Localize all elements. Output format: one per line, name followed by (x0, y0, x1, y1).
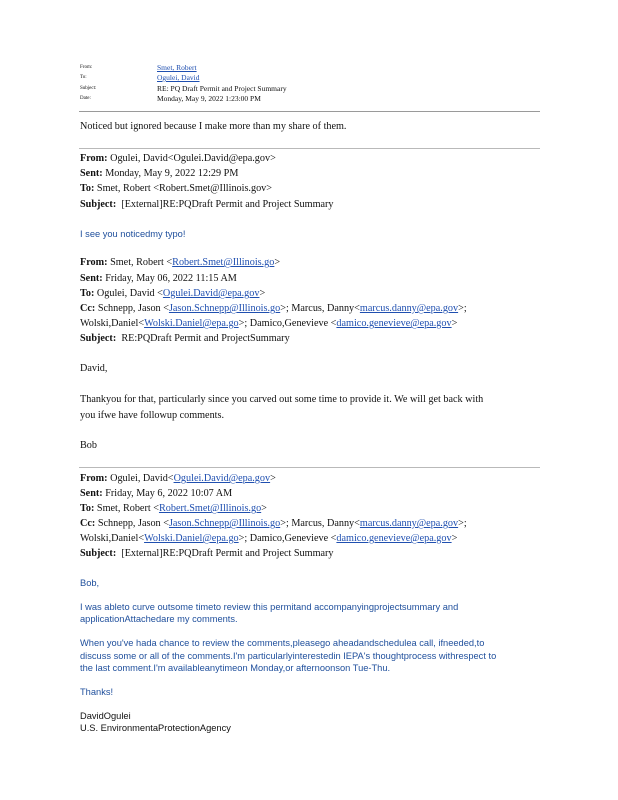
msg3-cc1-close: >; Marcus, Danny< (280, 303, 360, 314)
msg2-divider (79, 148, 540, 149)
msg4-to-close: > (261, 503, 267, 514)
msg2-to-label: To: (80, 183, 95, 194)
msg4-cc1-name: Schnepp, Jason < (97, 518, 169, 529)
msg2-subject-line (80, 199, 334, 210)
msg4-para2-line-1: When you've hada chance to review the comments,pleasego aheadandschedulea call, ifneeded,to (80, 638, 485, 648)
msg3-sent-line (80, 273, 237, 284)
msg3-from-line (80, 257, 280, 268)
msg3-sent-label: Sent: (80, 273, 103, 284)
msg4-subject-label: Subject: (80, 548, 117, 559)
msg3-to-close: > (259, 288, 266, 299)
msg2-body: I see you noticedmy typo! (80, 229, 186, 239)
msg4-from-line (80, 473, 276, 484)
header-date-label: Date: (80, 96, 91, 101)
msg3-cc3-email-link[interactable]: Wolski.Daniel@epa.go (144, 318, 239, 329)
msg4-para2-line-2: discuss some or all of the comments.I'm particularlyinterestedin IEPA's thoughtprocess withrespect to (80, 651, 497, 661)
msg4-cc-label: Cc: (80, 518, 96, 529)
msg4-subject-value: [External]RE:PQDraft Permit and Project Summary (121, 548, 334, 559)
header-from-value[interactable]: Smet, Robert (157, 63, 197, 72)
msg4-subject-line (80, 548, 334, 559)
msg3-sent-value: Friday, May 06, 2022 11:15 AM (105, 273, 237, 284)
msg3-from-close: > (274, 257, 281, 268)
msg3-to-name: Ogulei, David < (96, 288, 163, 299)
msg4-cc2-email-link[interactable]: marcus.danny@epa.gov (359, 518, 459, 529)
msg3-to-line (80, 288, 265, 299)
msg3-cc4-email-link[interactable]: damico.genevieve@epa.gov (336, 318, 452, 329)
msg3-cc1-email-link[interactable]: Jason.Schnepp@Illinois.go (168, 303, 281, 314)
header-date-value: Monday, May 9, 2022 1:23:00 PM (157, 94, 261, 103)
msg4-to-line (80, 503, 267, 514)
msg4-signature-org: U.S. EnvironmentaProtectionAgency (80, 723, 231, 733)
msg4-cc4-close: > (451, 533, 458, 544)
msg3-cc-label: Cc: (80, 303, 96, 314)
msg4-from-close: > (270, 473, 276, 484)
msg3-cc-line (80, 303, 467, 314)
msg3-subject-label: Subject: (80, 333, 117, 344)
msg3-from-email-link[interactable]: Robert.Smet@Illinois.go (172, 257, 275, 268)
msg3-cc1-name: Schnepp, Jason < (97, 303, 169, 314)
msg4-cc4-email-link[interactable]: damico.genevieve@epa.gov (336, 533, 452, 544)
msg4-cc-line-2 (80, 533, 457, 544)
msg4-signature-name: DavidOgulei (80, 711, 131, 721)
msg4-from-name: Ogulei, David< (110, 473, 174, 484)
msg2-from-value: Ogulei, David<Ogulei.David@epa.gov> (110, 153, 276, 164)
msg4-cc3-name: Wolski,Daniel< (80, 533, 145, 544)
msg4-from-email-link[interactable]: Ogulei.David@epa.gov (173, 473, 271, 484)
msg4-to-email-link[interactable]: Robert.Smet@Illinois.go (158, 503, 262, 514)
msg4-cc3-email-link[interactable]: Wolski.Daniel@epa.go (144, 533, 239, 544)
msg4-cc3-close: >; Damico,Genevieve < (238, 533, 337, 544)
msg2-subject-value: [External]RE:PQDraft Permit and Project Summary (121, 199, 334, 210)
msg2-sent-label: Sent: (80, 168, 103, 179)
msg3-cc3-name: Wolski,Daniel< (80, 318, 145, 329)
msg4-para1-line-1: I was ableto curve outsome timeto review this permitand accompanyingprojectsummary and (80, 602, 459, 612)
msg4-sent-line (80, 488, 232, 499)
msg3-from-label: From: (80, 257, 108, 268)
msg2-from-line (80, 153, 276, 164)
msg3-cc2-close: >; (458, 303, 467, 314)
header-subject-label: Subject: (80, 86, 97, 91)
msg3-body-line-2: you ifwe have followup comments. (80, 410, 225, 421)
msg4-from-label: From: (80, 473, 108, 484)
header-divider (79, 111, 540, 112)
msg3-body-line-1: Thankyou for that, particularly since you carved out some time to provide it. We will get back with (80, 394, 484, 405)
msg4-to-name: Smet, Robert < (96, 503, 159, 514)
msg4-cc1-email-link[interactable]: Jason.Schnepp@Illinois.go (168, 518, 281, 529)
header-subject-value: RE: PQ Draft Permit and Project Summary (157, 84, 287, 93)
msg3-cc3-close: >; Damico,Genevieve < (238, 318, 337, 329)
msg4-cc2-close: >; (458, 518, 467, 529)
msg3-signoff: Bob (80, 440, 97, 451)
msg2-sent-line (80, 168, 238, 179)
msg4-thanks: Thanks! (80, 687, 114, 697)
msg2-from-label: From: (80, 153, 108, 164)
header-from-label: From: (80, 65, 93, 70)
header-to-value[interactable]: Ogulei, David (157, 73, 200, 82)
msg3-cc2-email-link[interactable]: marcus.danny@epa.gov (359, 303, 459, 314)
msg3-to-email-link[interactable]: Ogulei.David@epa.gov (162, 288, 260, 299)
msg2-to-line (80, 183, 272, 194)
msg2-sent-value: Monday, May 9, 2022 12:29 PM (105, 168, 239, 179)
msg4-greeting: Bob, (80, 578, 100, 588)
msg2-subject-label: Subject: (80, 199, 117, 210)
msg4-sent-label: Sent: (80, 488, 103, 499)
msg2-to-value: Smet, Robert <Robert.Smet@Illinois.gov> (96, 183, 272, 194)
msg4-cc-line (80, 518, 467, 529)
msg3-subject-value: RE:PQDraft Permit and ProjectSummary (121, 333, 290, 344)
msg3-cc-line-2 (80, 318, 457, 329)
msg4-para1-line-2: applicationAttachedare my comments. (80, 614, 238, 624)
msg4-sent-value: Friday, May 6, 2022 10:07 AM (105, 488, 233, 499)
msg4-cc1-close: >; Marcus, Danny< (280, 518, 360, 529)
header-to-label: To: (80, 75, 87, 80)
msg4-divider (79, 467, 540, 468)
msg3-greeting: David, (80, 363, 108, 374)
msg3-subject-line (80, 333, 290, 344)
msg4-para2-line-3: the last comment.I'm availableanytimeon Monday,or afternoonson Tue-Thu. (80, 663, 391, 673)
msg3-cc4-close: > (451, 318, 458, 329)
msg4-to-label: To: (80, 503, 95, 514)
msg3-to-label: To: (80, 288, 95, 299)
msg3-from-name: Smet, Robert < (110, 257, 173, 268)
msg1-body: Noticed but ignored because I make more than my share of them. (80, 121, 347, 132)
